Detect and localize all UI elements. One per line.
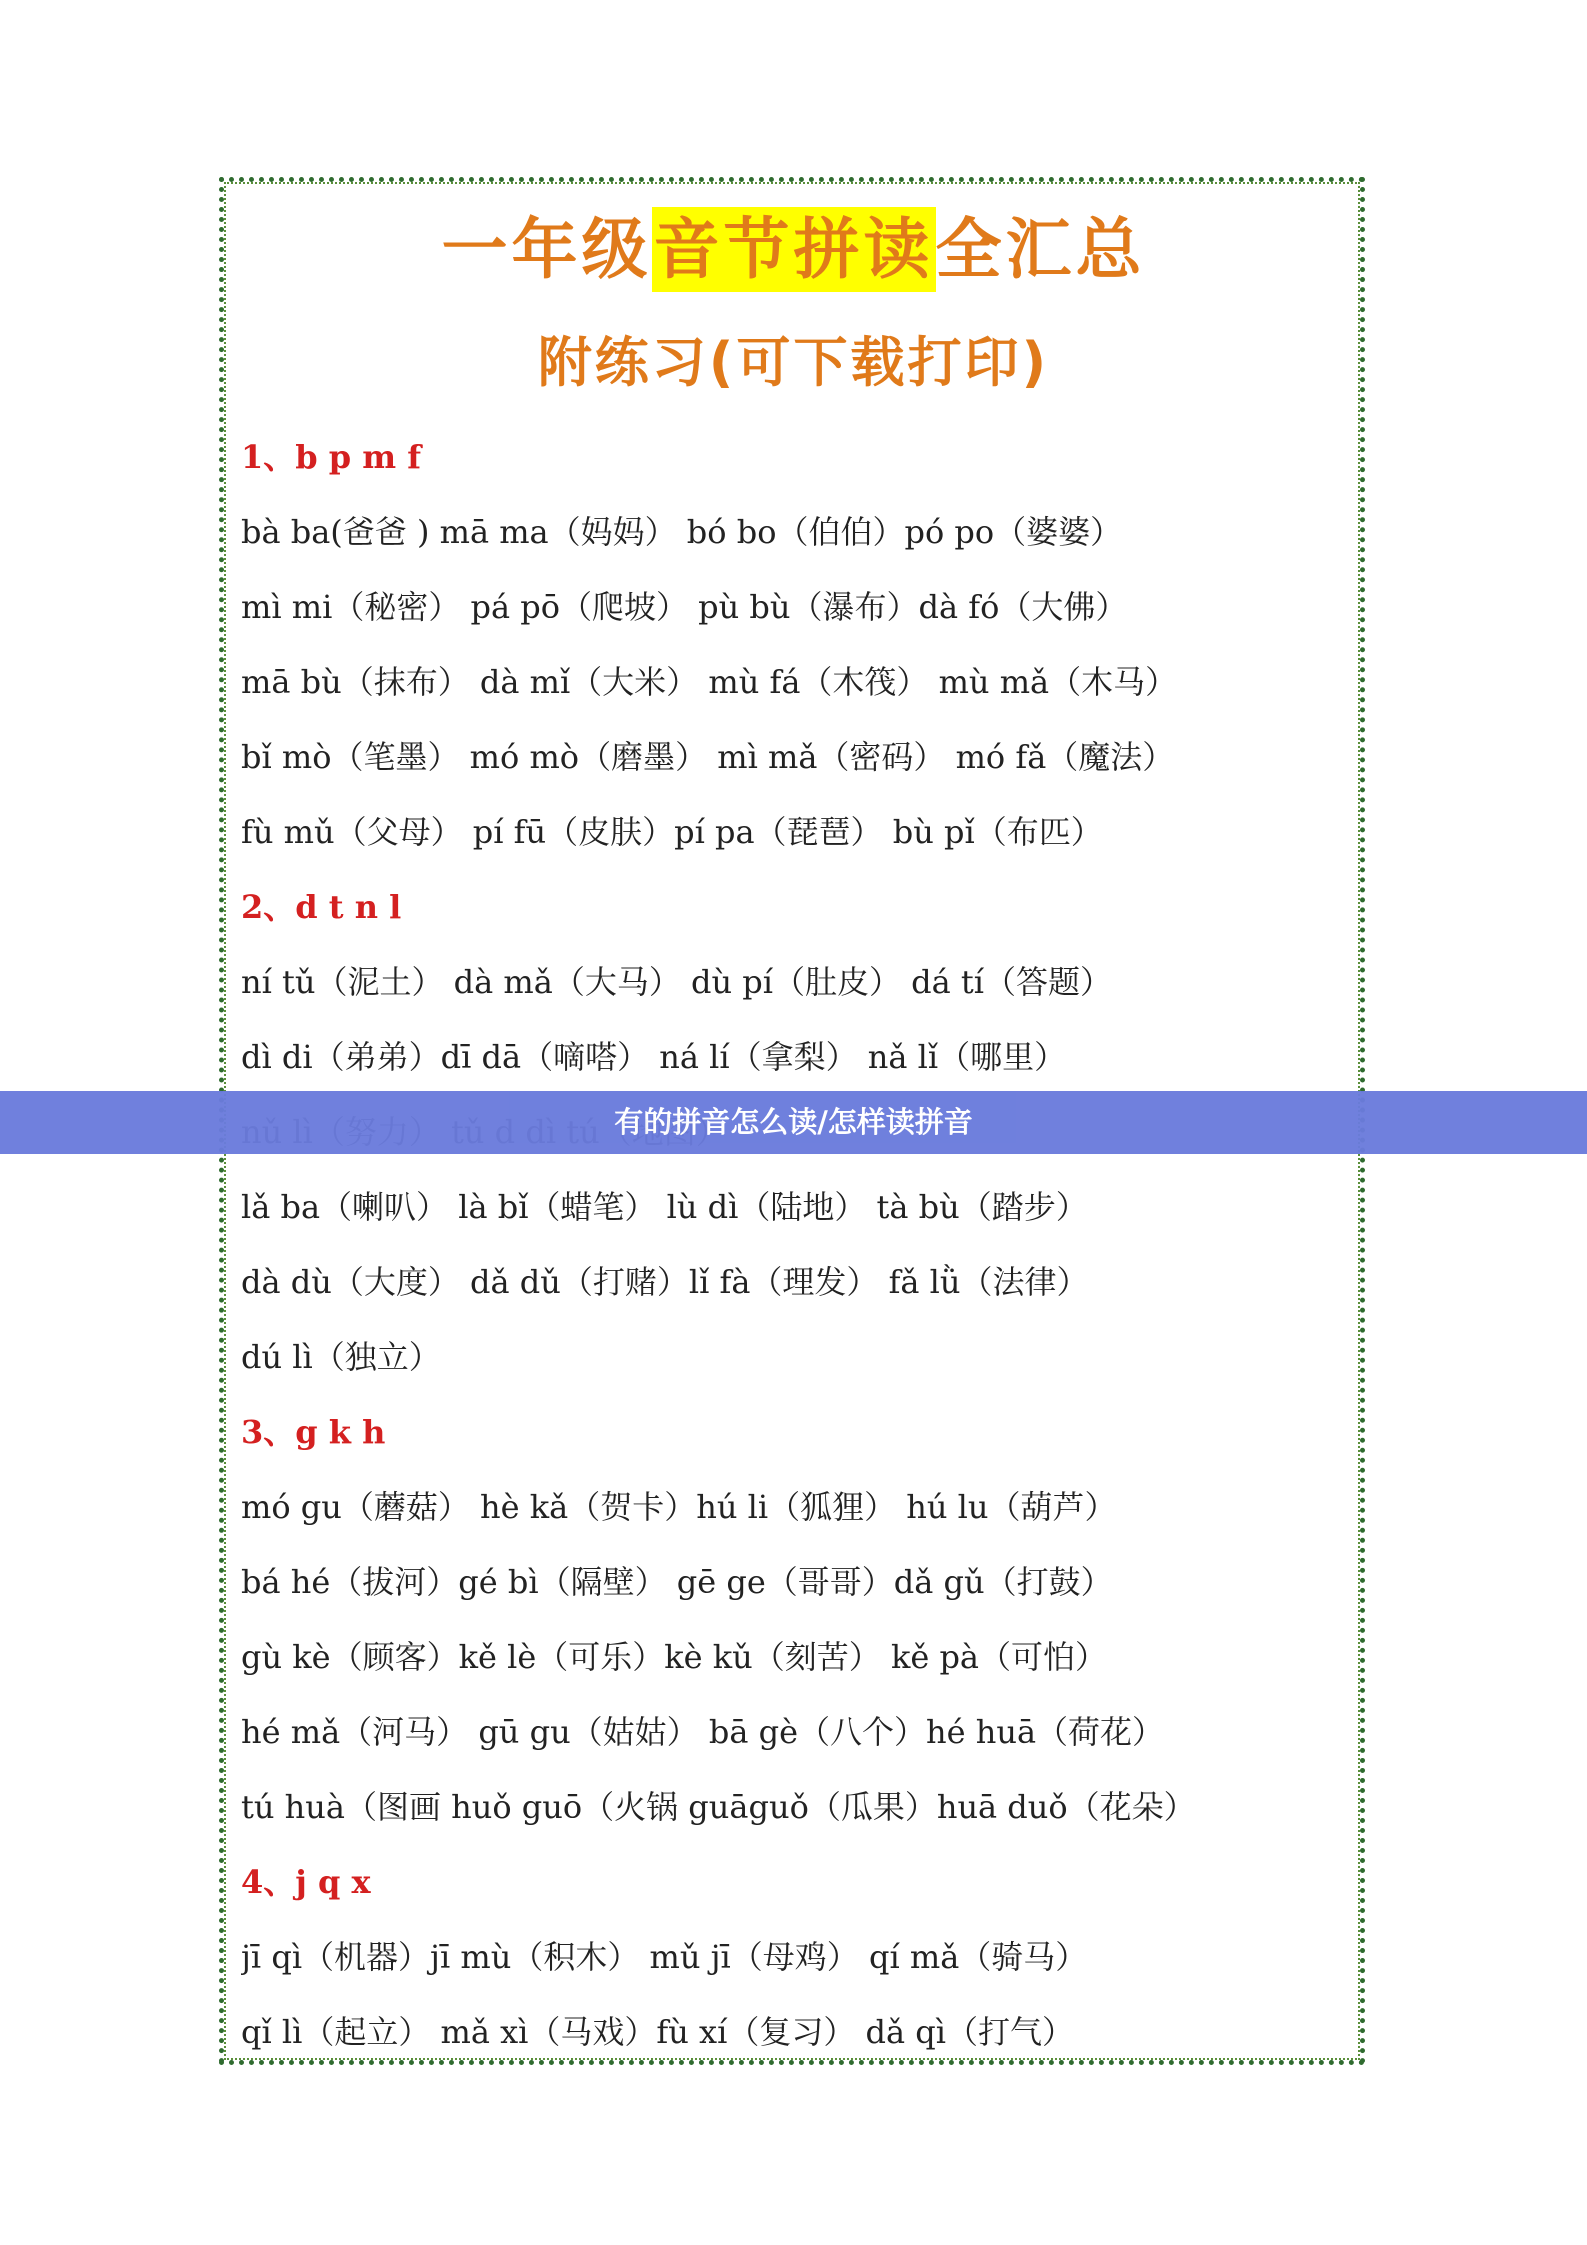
pinyin-line: lǎ ba（喇叭） là bǐ（蜡笔） lù dì（陆地） tà bù（踏步） [241,1188,1088,1226]
pinyin-line: qǐ lì（起立） mǎ xì（马戏）fù xí（复习） dǎ qì（打气） [241,2013,1074,2051]
title-part-2: 全汇总 [935,211,1146,288]
pinyin-line: bà ba(爸爸 ) mā ma（妈妈） bó bo（伯伯）pó po（婆婆） [241,513,1123,551]
pinyin-line: tú huà（图画 huǒ guō（火锅 guāguǒ（瓜果）huā duǒ（花朵） [241,1788,1196,1826]
section-heading: 2、d t n l [241,888,402,926]
pinyin-line: mā bù（抹布） dà mǐ（大米） mù fá（木筏） mù mǎ（木马） [241,663,1178,701]
pinyin-line: bǐ mò（笔墨） mó mò（磨墨） mì mǎ（密码） mó fǎ（魔法） [241,738,1175,776]
pinyin-line: mì mi（秘密） pá pō（爬坡） pù bù（瀑布）dà fó（大佛） [241,588,1128,626]
title-highlight: 音节拼读 [652,207,936,292]
pinyin-line: hé mǎ（河马） gū gu（姑姑） bā gè（八个）hé huā（荷花） [241,1713,1165,1751]
document-subtitle: 附练习(可下载打印) [537,331,1050,394]
pinyin-line: dà dù（大度） dǎ dǔ（打赌）lǐ fà（理发） fǎ lǜ（法律） [241,1263,1089,1301]
pinyin-line: jī qì（机器）jī mù（积木） mǔ jī（母鸡） qí mǎ（骑马） [241,1938,1088,1976]
section-heading: 1、b p m f [241,438,422,476]
pinyin-line: dì di（弟弟）dī dā（嘀嗒） ná lí（拿梨） nǎ lǐ（哪里） [241,1038,1067,1076]
pinyin-line: dú lì（独立） [241,1338,441,1376]
pinyin-line: mó gu（蘑菇） hè kǎ（贺卡）hú li（狐狸） hú lu（葫芦） [241,1488,1117,1526]
exercise-list [241,420,1341,2070]
pinyin-line: gù kè（顾客）kě lè（可乐）kè kǔ（刻苦） kě pà（可怕） [241,1638,1108,1676]
pinyin-line: fù mǔ（父母） pí fū（皮肤）pí pa（琵琶） bù pǐ（布匹） [241,813,1103,851]
pinyin-line: ní tǔ（泥土） dà mǎ（大马） dù pí（肚皮） dá tí（答题） [241,963,1112,1001]
pinyin-line: bá hé（拔河）gé bì（隔壁） gē ge（哥哥）dǎ gǔ（打鼓） [241,1563,1113,1601]
document-title [0,196,1587,291]
overlay-banner[interactable]: 有的拼音怎么读/怎样读拼音 [0,1091,1587,1154]
section-heading: 3、g k h [241,1413,386,1451]
section-heading: 4、j q x [241,1863,371,1901]
title-part-1: 一年级 [441,211,652,288]
